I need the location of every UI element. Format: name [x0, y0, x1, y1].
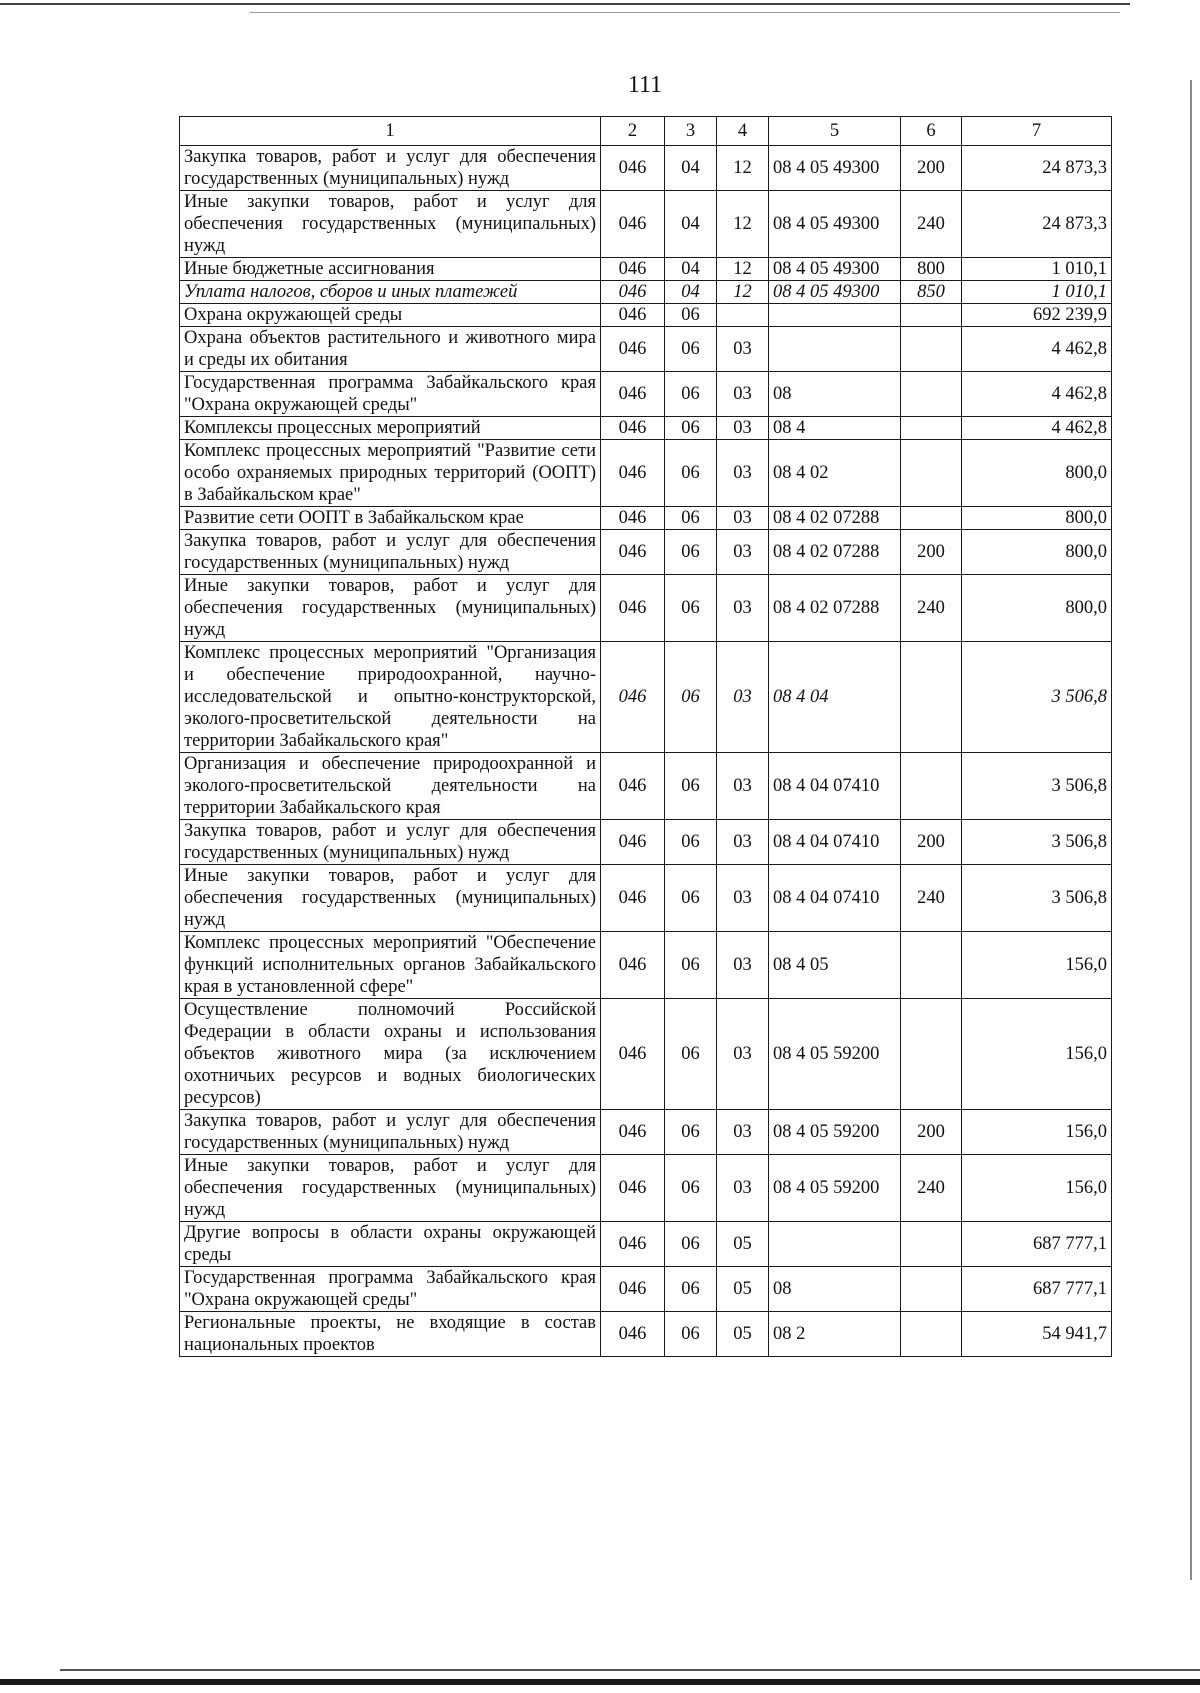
table-row	[180, 1222, 1112, 1267]
row-name-cell: Региональные проекты, не входящие в состав национальных проектов	[180, 1312, 601, 1357]
table-row	[180, 417, 1112, 440]
table-row	[180, 932, 1112, 999]
expense-type-cell: 200	[901, 1110, 962, 1155]
subsection-cell: 05	[717, 1222, 769, 1267]
row-name-cell: Закупка товаров, работ и услуг для обеспечения государственных (муниципальных) нужд	[180, 820, 601, 865]
scan-edge-top-secondary	[250, 12, 1120, 13]
expense-type-cell: 200	[901, 146, 962, 191]
target-article-cell: 08 4 05 49300	[769, 191, 901, 258]
expense-type-cell	[901, 327, 962, 372]
section-cell: 06	[665, 1312, 717, 1357]
row-name-cell: Государственная программа Забайкальского края "Охрана окружающей среды"	[180, 372, 601, 417]
page-number: 111	[627, 72, 663, 98]
scan-edge-bottom-secondary	[60, 1669, 1200, 1671]
subsection-cell: 03	[717, 575, 769, 642]
subsection-cell: 03	[717, 507, 769, 530]
row-name-cell: Иные закупки товаров, работ и услуг для обеспечения государственных (муниципальных) нужд	[180, 575, 601, 642]
budget-table	[179, 116, 1112, 1357]
admin-code-cell: 046	[601, 820, 665, 865]
section-cell: 06	[665, 1267, 717, 1312]
subsection-cell: 03	[717, 1155, 769, 1222]
table-row	[180, 1110, 1112, 1155]
subsection-cell: 03	[717, 1110, 769, 1155]
amount-cell: 4 462,8	[962, 372, 1112, 417]
row-name-cell: Комплекс процессных мероприятий "Развитие сети особо охраняемых природных территорий (ООПТ) в Забайкальском крае"	[180, 440, 601, 507]
target-article-cell: 08 4 02	[769, 440, 901, 507]
subsection-cell: 05	[717, 1267, 769, 1312]
expense-type-cell	[901, 1222, 962, 1267]
column-header: 5	[769, 117, 901, 146]
target-article-cell	[769, 1222, 901, 1267]
column-header: 7	[962, 117, 1112, 146]
amount-cell: 54 941,7	[962, 1312, 1112, 1357]
table-row	[180, 753, 1112, 820]
expense-type-cell: 240	[901, 865, 962, 932]
section-cell: 06	[665, 932, 717, 999]
subsection-cell: 03	[717, 932, 769, 999]
table-row	[180, 1267, 1112, 1312]
expense-type-cell	[901, 304, 962, 327]
target-article-cell: 08 4 05 59200	[769, 1110, 901, 1155]
table-row	[180, 258, 1112, 281]
row-name-cell: Закупка товаров, работ и услуг для обеспечения государственных (муниципальных) нужд	[180, 530, 601, 575]
target-article-cell: 08 4 04 07410	[769, 865, 901, 932]
expense-type-cell: 240	[901, 191, 962, 258]
expense-type-cell	[901, 372, 962, 417]
section-cell: 06	[665, 304, 717, 327]
row-name-cell: Иные закупки товаров, работ и услуг для обеспечения государственных (муниципальных) нужд	[180, 865, 601, 932]
target-article-cell: 08 4 04	[769, 642, 901, 753]
table-row	[180, 372, 1112, 417]
section-cell: 04	[665, 258, 717, 281]
amount-cell: 3 506,8	[962, 753, 1112, 820]
table-row	[180, 304, 1112, 327]
subsection-cell: 05	[717, 1312, 769, 1357]
subsection-cell: 03	[717, 642, 769, 753]
subsection-cell: 03	[717, 820, 769, 865]
target-article-cell: 08 4 05 59200	[769, 999, 901, 1110]
table-row	[180, 146, 1112, 191]
expense-type-cell	[901, 753, 962, 820]
table-row	[180, 530, 1112, 575]
section-cell: 06	[665, 575, 717, 642]
table-row	[180, 1155, 1112, 1222]
target-article-cell: 08 2	[769, 1312, 901, 1357]
expense-type-cell: 800	[901, 258, 962, 281]
amount-cell: 156,0	[962, 999, 1112, 1110]
admin-code-cell: 046	[601, 1110, 665, 1155]
scan-edge-right	[1190, 80, 1192, 1580]
table-row	[180, 999, 1112, 1110]
section-cell: 04	[665, 191, 717, 258]
amount-cell: 3 506,8	[962, 820, 1112, 865]
target-article-cell: 08 4 04 07410	[769, 753, 901, 820]
table-row	[180, 327, 1112, 372]
amount-cell: 156,0	[962, 1155, 1112, 1222]
amount-cell: 800,0	[962, 530, 1112, 575]
section-cell: 04	[665, 146, 717, 191]
section-cell: 06	[665, 642, 717, 753]
target-article-cell: 08 4 02 07288	[769, 530, 901, 575]
row-name-cell: Государственная программа Забайкальского края "Охрана окружающей среды"	[180, 1267, 601, 1312]
table-row	[180, 507, 1112, 530]
amount-cell: 3 506,8	[962, 642, 1112, 753]
amount-cell: 3 506,8	[962, 865, 1112, 932]
row-name-cell: Закупка товаров, работ и услуг для обеспечения государственных (муниципальных) нужд	[180, 1110, 601, 1155]
subsection-cell: 03	[717, 372, 769, 417]
admin-code-cell: 046	[601, 191, 665, 258]
section-cell: 06	[665, 1155, 717, 1222]
expense-type-cell	[901, 440, 962, 507]
admin-code-cell: 046	[601, 999, 665, 1110]
target-article-cell: 08 4 04 07410	[769, 820, 901, 865]
row-name-cell: Комплексы процессных мероприятий	[180, 417, 601, 440]
subsection-cell: 03	[717, 417, 769, 440]
admin-code-cell: 046	[601, 258, 665, 281]
amount-cell: 156,0	[962, 1110, 1112, 1155]
admin-code-cell: 046	[601, 530, 665, 575]
amount-cell: 800,0	[962, 507, 1112, 530]
row-name-cell: Охрана окружающей среды	[180, 304, 601, 327]
section-cell: 06	[665, 820, 717, 865]
row-name-cell: Уплата налогов, сборов и иных платежей	[180, 281, 601, 304]
amount-cell: 687 777,1	[962, 1222, 1112, 1267]
subsection-cell: 12	[717, 191, 769, 258]
section-cell: 06	[665, 865, 717, 932]
expense-type-cell	[901, 1312, 962, 1357]
row-name-cell: Осуществление полномочий Российской Федерации в области охраны и использования объектов животного мира (за исключением охотничьих ресурсов и водных биологических ресурсов)	[180, 999, 601, 1110]
table-row	[180, 191, 1112, 258]
amount-cell: 1 010,1	[962, 258, 1112, 281]
target-article-cell: 08	[769, 372, 901, 417]
subsection-cell: 03	[717, 440, 769, 507]
amount-cell: 692 239,9	[962, 304, 1112, 327]
subsection-cell: 12	[717, 146, 769, 191]
amount-cell: 156,0	[962, 932, 1112, 999]
expense-type-cell	[901, 1267, 962, 1312]
target-article-cell: 08 4 05 49300	[769, 281, 901, 304]
admin-code-cell: 046	[601, 932, 665, 999]
row-name-cell: Организация и обеспечение природоохранной и эколого-просветительской деятельности на территории Забайкальского края	[180, 753, 601, 820]
table-row	[180, 440, 1112, 507]
table-header-row	[180, 117, 1112, 146]
target-article-cell: 08 4 05 49300	[769, 258, 901, 281]
amount-cell: 4 462,8	[962, 327, 1112, 372]
amount-cell: 4 462,8	[962, 417, 1112, 440]
admin-code-cell: 046	[601, 642, 665, 753]
expense-type-cell: 200	[901, 820, 962, 865]
expense-type-cell: 240	[901, 575, 962, 642]
admin-code-cell: 046	[601, 146, 665, 191]
table-body	[180, 146, 1112, 1357]
row-name-cell: Охрана объектов растительного и животного мира и среды их обитания	[180, 327, 601, 372]
table-row	[180, 865, 1112, 932]
section-cell: 06	[665, 507, 717, 530]
admin-code-cell: 046	[601, 1155, 665, 1222]
target-article-cell: 08 4 05 49300	[769, 146, 901, 191]
admin-code-cell: 046	[601, 440, 665, 507]
expense-type-cell	[901, 999, 962, 1110]
section-cell: 06	[665, 1222, 717, 1267]
admin-code-cell: 046	[601, 1222, 665, 1267]
target-article-cell: 08 4	[769, 417, 901, 440]
section-cell: 06	[665, 999, 717, 1110]
expense-type-cell: 850	[901, 281, 962, 304]
scan-edge-bottom	[0, 1679, 1200, 1685]
scan-edge-top	[0, 3, 1130, 5]
section-cell: 06	[665, 417, 717, 440]
amount-cell: 24 873,3	[962, 146, 1112, 191]
target-article-cell	[769, 327, 901, 372]
table-row	[180, 281, 1112, 304]
subsection-cell: 03	[717, 753, 769, 820]
target-article-cell: 08 4 05 59200	[769, 1155, 901, 1222]
subsection-cell	[717, 304, 769, 327]
target-article-cell: 08	[769, 1267, 901, 1312]
subsection-cell: 03	[717, 865, 769, 932]
target-article-cell: 08 4 05	[769, 932, 901, 999]
admin-code-cell: 046	[601, 507, 665, 530]
row-name-cell: Иные бюджетные ассигнования	[180, 258, 601, 281]
subsection-cell: 12	[717, 281, 769, 304]
admin-code-cell: 046	[601, 281, 665, 304]
row-name-cell: Иные закупки товаров, работ и услуг для обеспечения государственных (муниципальных) нужд	[180, 1155, 601, 1222]
row-name-cell: Комплекс процессных мероприятий "Организация и обеспечение природоохранной, научно-исследовательской и опытно-конструкторской, эколого-просветительской деятельности на территории Забайкальского края"	[180, 642, 601, 753]
admin-code-cell: 046	[601, 1267, 665, 1312]
admin-code-cell: 046	[601, 417, 665, 440]
column-header: 4	[717, 117, 769, 146]
table-row	[180, 1312, 1112, 1357]
expense-type-cell: 240	[901, 1155, 962, 1222]
admin-code-cell: 046	[601, 1312, 665, 1357]
admin-code-cell: 046	[601, 575, 665, 642]
section-cell: 06	[665, 1110, 717, 1155]
table-row	[180, 642, 1112, 753]
row-name-cell: Иные закупки товаров, работ и услуг для обеспечения государственных (муниципальных) нужд	[180, 191, 601, 258]
table-row	[180, 820, 1112, 865]
expense-type-cell	[901, 507, 962, 530]
amount-cell: 800,0	[962, 575, 1112, 642]
section-cell: 04	[665, 281, 717, 304]
admin-code-cell: 046	[601, 372, 665, 417]
amount-cell: 800,0	[962, 440, 1112, 507]
subsection-cell: 03	[717, 327, 769, 372]
row-name-cell: Другие вопросы в области охраны окружающей среды	[180, 1222, 601, 1267]
admin-code-cell: 046	[601, 865, 665, 932]
amount-cell: 24 873,3	[962, 191, 1112, 258]
target-article-cell: 08 4 02 07288	[769, 507, 901, 530]
target-article-cell: 08 4 02 07288	[769, 575, 901, 642]
amount-cell: 687 777,1	[962, 1267, 1112, 1312]
section-cell: 06	[665, 440, 717, 507]
subsection-cell: 03	[717, 999, 769, 1110]
admin-code-cell: 046	[601, 327, 665, 372]
section-cell: 06	[665, 372, 717, 417]
column-header: 3	[665, 117, 717, 146]
target-article-cell	[769, 304, 901, 327]
subsection-cell: 03	[717, 530, 769, 575]
row-name-cell: Комплекс процессных мероприятий "Обеспечение функций исполнительных органов Забайкальского края в установленной сфере"	[180, 932, 601, 999]
expense-type-cell	[901, 932, 962, 999]
expense-type-cell	[901, 417, 962, 440]
column-header: 6	[901, 117, 962, 146]
row-name-cell: Закупка товаров, работ и услуг для обеспечения государственных (муниципальных) нужд	[180, 146, 601, 191]
expense-type-cell: 200	[901, 530, 962, 575]
section-cell: 06	[665, 753, 717, 820]
expense-type-cell	[901, 642, 962, 753]
admin-code-cell: 046	[601, 753, 665, 820]
section-cell: 06	[665, 327, 717, 372]
column-header: 1	[180, 117, 601, 146]
amount-cell: 1 010,1	[962, 281, 1112, 304]
row-name-cell: Развитие сети ООПТ в Забайкальском крае	[180, 507, 601, 530]
column-header: 2	[601, 117, 665, 146]
admin-code-cell: 046	[601, 304, 665, 327]
table-row	[180, 575, 1112, 642]
subsection-cell: 12	[717, 258, 769, 281]
section-cell: 06	[665, 530, 717, 575]
